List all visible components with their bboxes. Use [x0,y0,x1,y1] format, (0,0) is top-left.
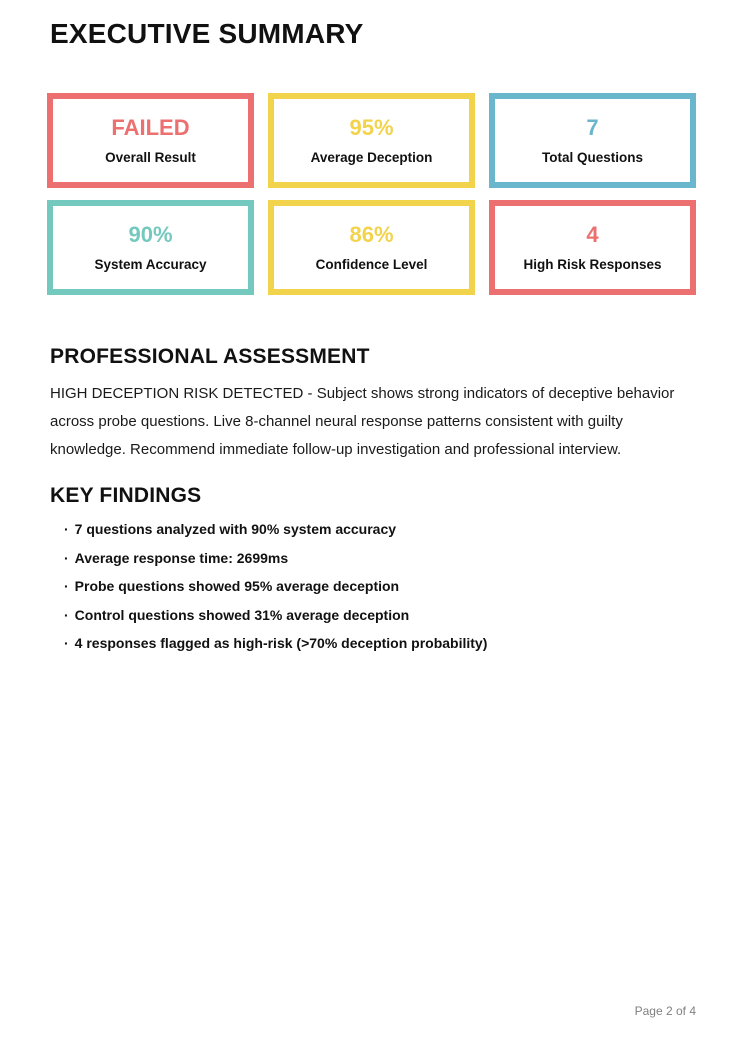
stat-label: Total Questions [541,149,643,165]
stat-value: 90% [128,221,173,247]
finding-text: 4 responses flagged as high-risk (>70% deception probability) [74,635,488,651]
finding-item [64,636,487,650]
finding-text: Average response time: 2699ms [74,549,289,566]
stat-label: High Risk Responses [523,256,662,272]
stat-card [489,200,696,295]
stat-label: Overall Result [105,149,196,165]
stat-card [47,200,254,295]
finding-item [64,551,487,565]
stat-value: 4 [586,221,599,247]
findings-heading: KEY FINDINGS [50,484,202,507]
finding-text: Control questions showed 31% average deception [74,606,410,623]
bullet-dot: · [64,635,69,651]
finding-text: Probe questions showed 95% average deception [74,578,400,594]
stat-value: 7 [586,114,599,140]
stat-label: Average Deception [310,149,433,165]
stat-label: System Accuracy [94,256,207,272]
stat-card [268,93,475,188]
stats-grid [47,93,696,295]
stat-label: Confidence Level [315,256,428,272]
stat-card [489,93,696,188]
finding-item [64,579,487,593]
bullet-dot: · [64,549,69,566]
page-number: Page 2 of 4 [634,1004,696,1018]
stat-card [268,200,475,295]
finding-text: 7 questions analyzed with 90% system accuracy [74,521,397,537]
stat-value: 95% [349,114,394,140]
page-title: EXECUTIVE SUMMARY [50,18,364,49]
bullet-dot: · [64,578,69,594]
bullet-dot: · [64,606,69,623]
stat-card [47,93,254,188]
assessment-body: HIGH DECEPTION RISK DETECTED - Subject shows strong indicators of deceptive behavior across probe questions. Live 8-channel neural response patterns consistent with guilty knowledge. Recommend immediate follow-up investigation and professional interview. [50,385,675,458]
stat-value: 86% [349,221,394,247]
finding-item [64,608,487,622]
assessment-heading: PROFESSIONAL ASSESSMENT [50,345,370,368]
bullet-dot: · [64,521,69,537]
findings-list [64,522,487,665]
finding-item [64,522,487,536]
stat-value: FAILED [111,114,190,140]
